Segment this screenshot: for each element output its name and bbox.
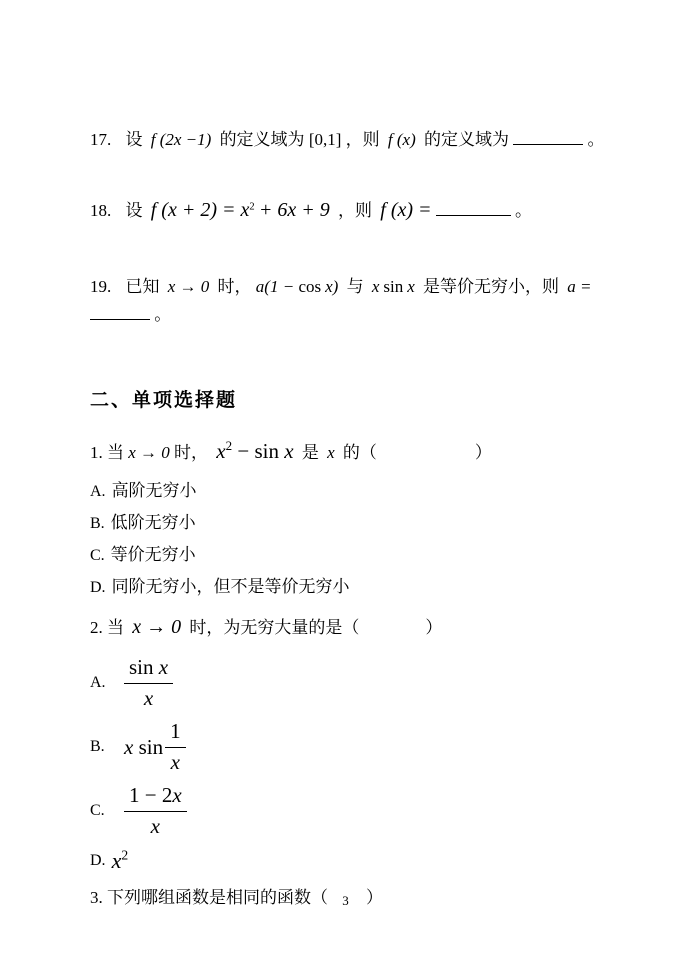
mcq1-option-c	[90, 543, 641, 568]
text-run: ，则	[338, 201, 373, 220]
math-x: x	[158, 655, 169, 680]
fraction-1-minus-2x-over-x	[124, 784, 187, 837]
math-sin: sin	[383, 277, 404, 296]
mcq1-option-a	[90, 479, 641, 504]
text-run: 设	[125, 201, 143, 220]
option-text: 等价无穷小	[110, 545, 196, 564]
text-run: 的（	[342, 443, 377, 462]
question-18	[90, 194, 641, 227]
math-exponent: 2	[249, 201, 255, 213]
fraction-denominator: x	[143, 685, 154, 710]
math-x-to-0: x → 0	[132, 616, 182, 638]
text-run: 是等价无穷小，则	[423, 277, 560, 296]
math-minus: −	[237, 439, 250, 463]
math-x: x	[111, 848, 122, 873]
text-run: 2. 当	[90, 618, 124, 637]
text-run: 。	[154, 305, 172, 324]
math-f-x: f (x)	[387, 130, 416, 149]
mcq2-option-d	[90, 845, 641, 877]
section-heading: 二、单项选择题	[90, 390, 238, 411]
math-x2-minus-sinx	[216, 439, 293, 463]
text-run: ）	[425, 618, 443, 637]
math-sin: sin	[138, 734, 164, 759]
question-18-number: 18.	[90, 201, 112, 220]
math-x-to-0: x → 0	[128, 443, 170, 462]
answer-blank	[436, 198, 511, 216]
math-polynomial: + 6x + 9	[258, 199, 330, 221]
option-label: A.	[90, 483, 106, 500]
answer-blank	[90, 302, 150, 320]
math-x: x	[172, 783, 182, 808]
fraction-numerator	[124, 784, 187, 811]
text-run: ）	[366, 888, 383, 907]
text-run: ）	[474, 443, 492, 462]
fraction-numerator	[124, 656, 173, 683]
question-17	[90, 126, 641, 154]
mcq1-option-d	[90, 575, 641, 600]
option-label: D.	[90, 852, 106, 869]
math-x: x	[407, 277, 415, 296]
mcq2-option-a	[90, 653, 641, 713]
text-run: 1. 当	[90, 443, 124, 462]
math-x-squared	[112, 848, 129, 874]
math-exponent: 2	[225, 438, 233, 453]
fraction-denominator: x	[170, 749, 180, 774]
text-run: ，则	[345, 130, 380, 149]
text-run: 设	[125, 130, 143, 149]
option-label: C.	[90, 547, 105, 564]
mcq-question-1	[90, 433, 641, 471]
question-17-number: 17.	[90, 130, 112, 149]
math-a-equals: a =	[567, 277, 592, 296]
text-run: 3. 下列哪组函数是相同的函数（	[90, 888, 328, 907]
page-number: 3	[342, 893, 349, 908]
text-run: 是	[301, 443, 319, 462]
fraction-1-over-x	[165, 720, 186, 773]
math-x-sin	[124, 735, 163, 760]
text-run: 与	[346, 277, 364, 296]
option-text: 同阶无穷小，但不是等价无穷小	[111, 577, 350, 596]
math-x: x	[216, 439, 226, 463]
fraction-numerator: 1	[165, 720, 186, 747]
mcq2-option-c	[90, 781, 641, 841]
math-cos: cos	[298, 277, 322, 296]
option-label: B.	[90, 738, 105, 755]
text-run: 时，为无穷大量的是（	[189, 618, 360, 637]
math-1-minus-2: 1 − 2	[129, 783, 173, 808]
text-run: 。	[587, 130, 605, 149]
math-f-x-plus-2: f (x + 2) = x	[150, 199, 250, 221]
math-x-paren: x)	[325, 277, 339, 296]
answer-blank	[513, 127, 583, 145]
text-run: 的定义域为	[219, 130, 305, 149]
math-interval: [0,1]	[308, 130, 342, 149]
text-run: 已知	[125, 277, 160, 296]
math-x: x	[371, 277, 380, 296]
option-label: B.	[90, 515, 105, 532]
option-label: A.	[90, 674, 106, 691]
math-x: x	[327, 443, 335, 462]
fraction-sinx-over-x	[124, 656, 173, 709]
math-f-x-equals: f (x) =	[380, 199, 432, 221]
math-f-2x-1: f (2x −1)	[150, 130, 212, 149]
question-19	[90, 273, 641, 329]
text-run: 时，	[217, 277, 252, 296]
fraction-denominator: x	[150, 813, 160, 838]
text-run: 的定义域为	[423, 130, 509, 149]
mcq-question-2	[90, 612, 641, 643]
option-text: 低阶无穷小	[110, 513, 196, 532]
option-label: D.	[90, 579, 106, 596]
math-a-1-minus: a(1 −	[255, 277, 299, 296]
mcq1-option-b	[90, 511, 641, 536]
text-run: 时，	[174, 443, 209, 462]
mcq2-option-b	[90, 717, 641, 777]
option-label: C.	[90, 802, 105, 819]
math-x: x	[124, 734, 134, 759]
math-sin: sin	[254, 439, 279, 463]
math-sin: sin	[129, 655, 154, 680]
math-x-to-0: x → 0	[167, 277, 210, 296]
question-19-number: 19.	[90, 277, 112, 296]
text-run: 。	[515, 201, 533, 220]
math-exponent: 2	[121, 847, 129, 863]
math-x: x	[284, 439, 294, 463]
option-text: 高阶无穷小	[111, 481, 197, 500]
